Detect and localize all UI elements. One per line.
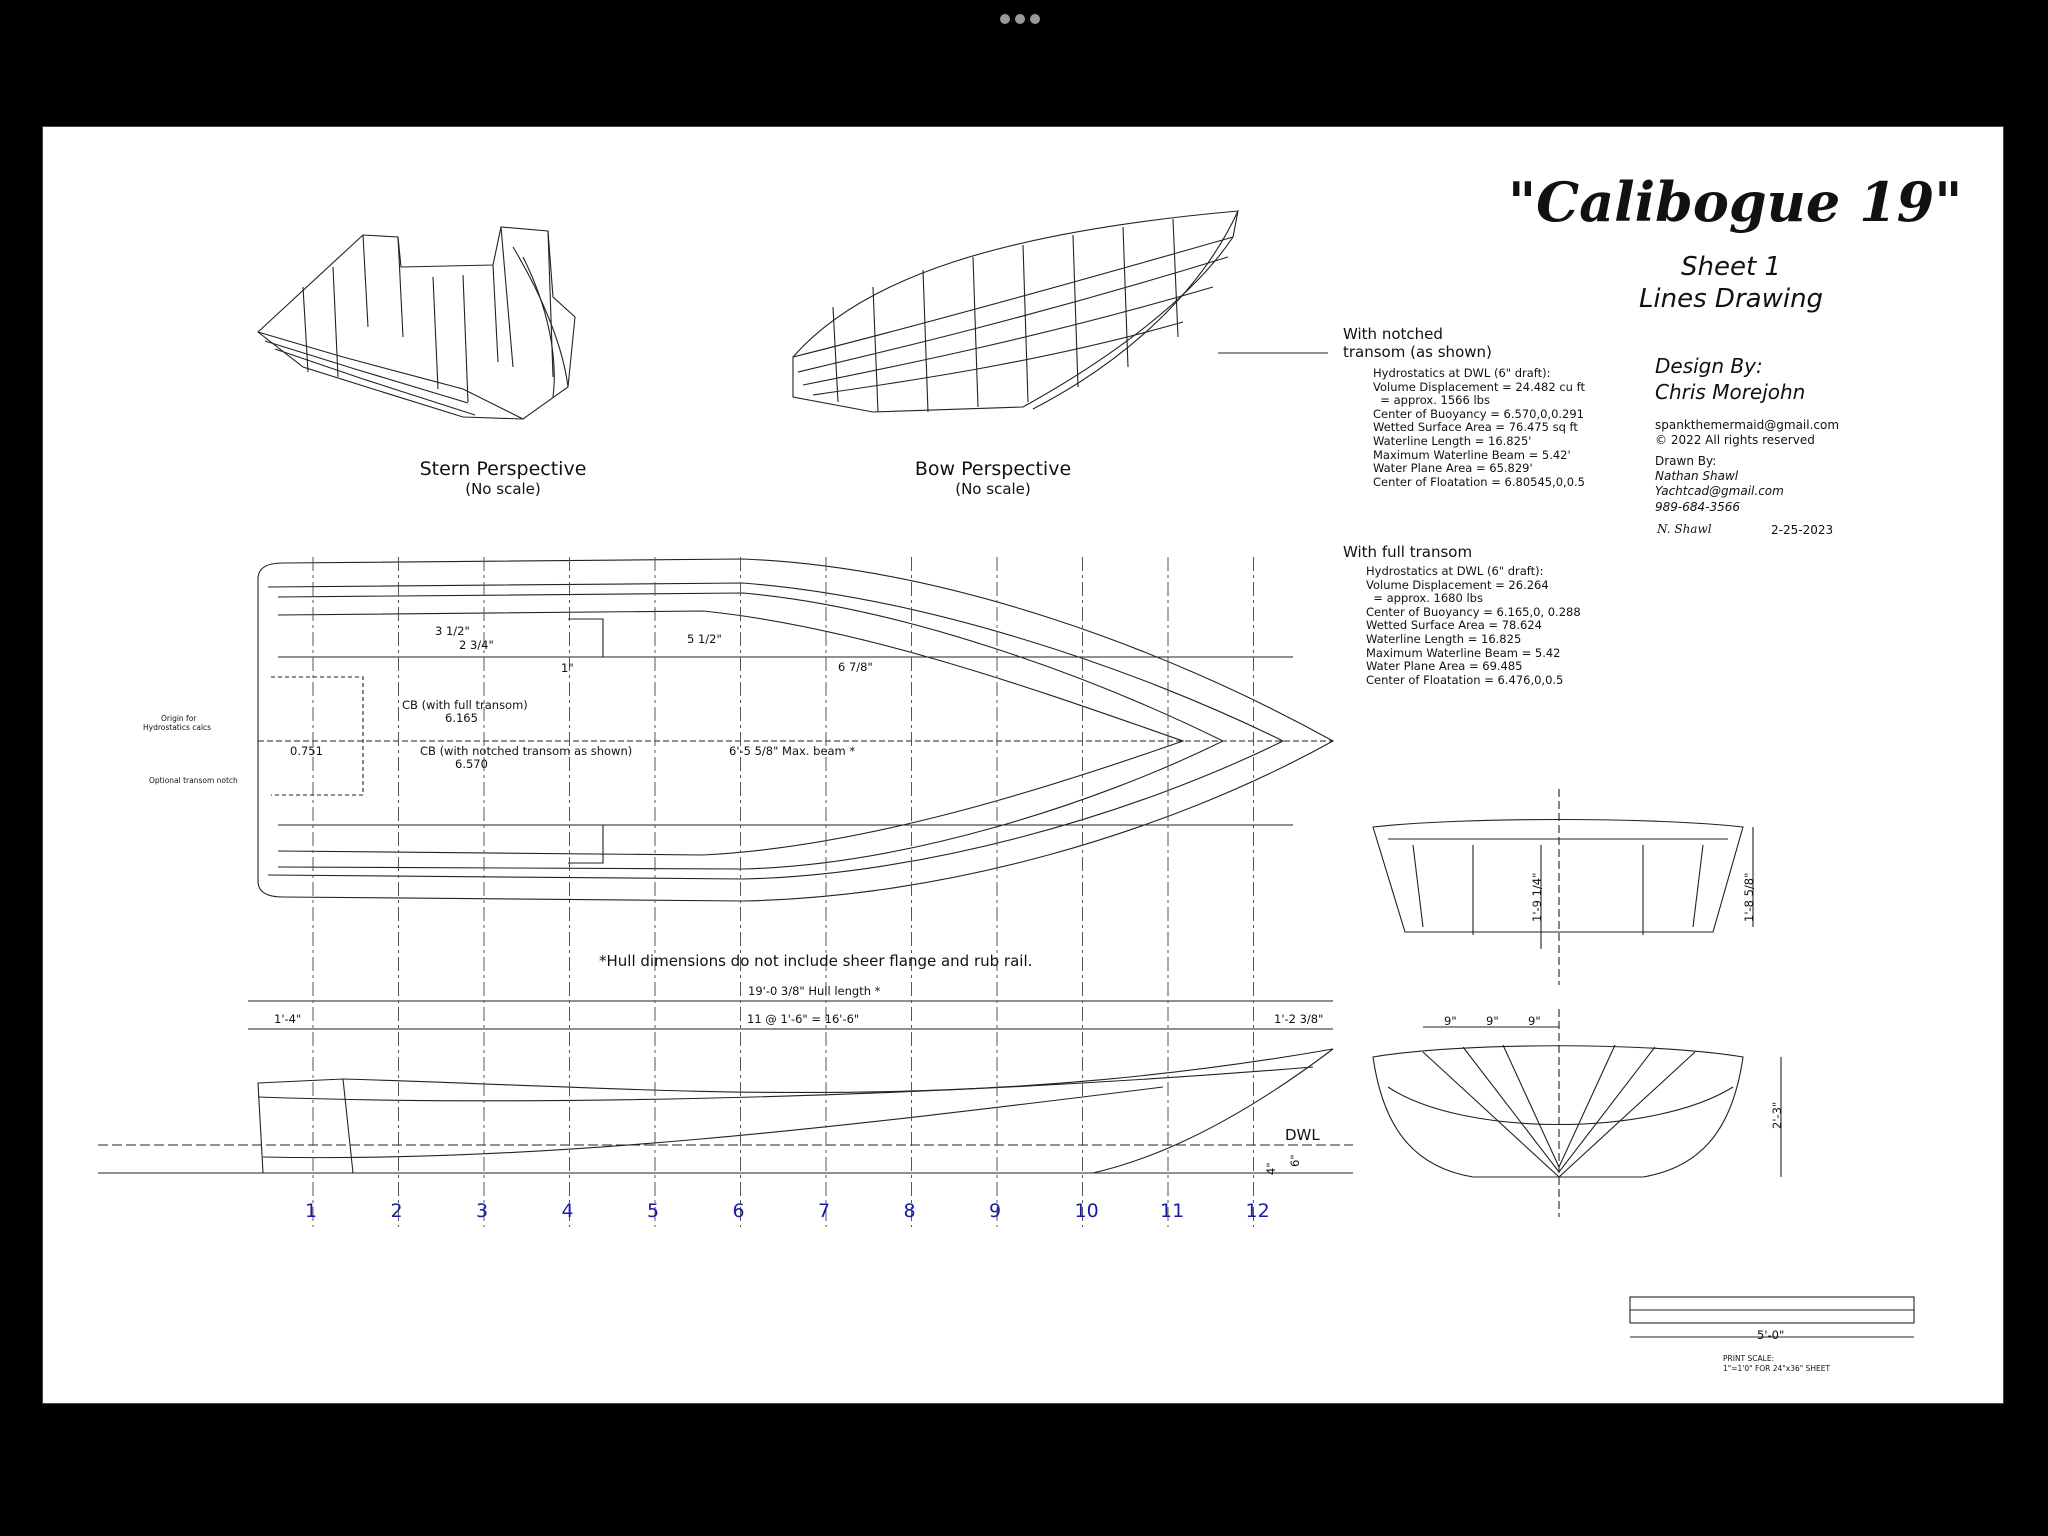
station-number-9: 9 [989, 1200, 1002, 1222]
offset-dim: 0.751 [290, 744, 323, 758]
scale-bar-length: 5'-0" [1757, 1328, 1785, 1342]
station-number-12: 12 [1245, 1200, 1270, 1222]
hydro-line: = approx. 1566 lbs [1373, 393, 1490, 408]
hull-length-dim: 19'-0 3/8" Hull length * [748, 984, 881, 998]
signature: N. Shawl [1657, 522, 1712, 536]
stern-perspective-drawing [258, 227, 575, 419]
section-dim-9-a: 9" [1444, 1014, 1457, 1028]
hydro-line: Water Plane Area = 65.829' [1373, 461, 1533, 476]
cb-notched-label: CB (with notched transom as shown) [420, 744, 633, 758]
station-number-11: 11 [1160, 1200, 1185, 1222]
section-inner-height-dim: 1'-9 1/4" [1530, 872, 1544, 922]
print-scale-note-2: 1"=1'0" FOR 24"x36" SHEET [1723, 1364, 1831, 1373]
station-number-3: 3 [476, 1200, 489, 1222]
drawing-sheet [42, 126, 2004, 1404]
hydro-line: Maximum Waterline Beam = 5.42 [1366, 645, 1561, 660]
drafter-email: Yachtcad@gmail.com [1655, 484, 1784, 498]
cb-full-label: CB (with full transom) [402, 698, 528, 712]
hull-note: *Hull dimensions do not include sheer flange and rub rail. [599, 952, 1033, 970]
bow-perspective-drawing [793, 211, 1238, 412]
dot [1030, 14, 1040, 24]
drafter-name: Nathan Shawl [1655, 469, 1739, 483]
dot [1000, 14, 1010, 24]
hydro-line: Maximum Waterline Beam = 5.42' [1373, 447, 1571, 462]
sheet-number: Sheet 1 [1681, 252, 1781, 282]
designer-name: Chris Morejohn [1655, 380, 1806, 404]
station-number-4: 4 [561, 1200, 574, 1222]
transom-notch-note: Optional transom notch [149, 776, 238, 785]
hydro-line: Wetted Surface Area = 76.475 sq ft [1373, 420, 1578, 435]
stern-perspective-caption [373, 459, 633, 498]
origin-note-2: Hydrostatics calcs [143, 723, 212, 732]
max-beam-dim: 6'-5 5/8" Max. beam * [729, 744, 856, 758]
dim-5-half: 5 1/2" [687, 632, 722, 646]
profile-view-drawing [98, 1001, 1353, 1173]
hydro-line: Water Plane Area = 69.485 [1366, 659, 1523, 674]
hydro-line: Hydrostatics at DWL (6" draft): [1373, 366, 1551, 380]
station-number-2: 2 [390, 1200, 403, 1222]
bow-overhang-dim: 1'-2 3/8" [1274, 1012, 1324, 1026]
copyright: © 2022 All rights reserved [1655, 433, 1815, 447]
plan-view-drawing [258, 559, 1333, 901]
section-outer-height-dim: 1'-8 5/8" [1742, 872, 1756, 922]
section-view-upper [1373, 789, 1753, 985]
top-bar [0, 0, 2048, 84]
drawn-by-label: Drawn By: [1655, 454, 1717, 468]
stern-perspective-label: Stern Perspective [419, 458, 587, 480]
section-dim-9-b: 9" [1486, 1014, 1499, 1028]
section-depth-dim: 2'-3" [1770, 1101, 1784, 1129]
station-spacing-dim: 11 @ 1'-6" = 16'-6" [747, 1012, 860, 1026]
dot [1015, 14, 1025, 24]
lines-drawing [43, 127, 2005, 1405]
station-number-10: 10 [1074, 1200, 1099, 1222]
hydro-line: = approx. 1680 lbs [1366, 591, 1483, 606]
section-view-lower [1373, 1009, 1781, 1217]
station-number-7: 7 [818, 1200, 831, 1222]
hydro-line: Volume Displacement = 26.264 [1366, 577, 1549, 592]
section-dim-9-c: 9" [1528, 1014, 1541, 1028]
station-number-6: 6 [732, 1200, 745, 1222]
dim-3-half: 3 1/2" [435, 624, 470, 638]
hydrostatics-full [1366, 565, 1581, 687]
notched-heading-line-2: transom (as shown) [1343, 343, 1492, 361]
hydro-line: Hydrostatics at DWL (6" draft): [1366, 564, 1544, 578]
full-transom-heading: With full transom [1343, 543, 1473, 561]
origin-note-1: Origin for [161, 714, 197, 723]
stern-overhang-dim: 1'-4" [274, 1012, 302, 1026]
sheet-subtitle: Lines Drawing [1638, 284, 1824, 314]
print-scale-note-1: PRINT SCALE: [1723, 1354, 1775, 1363]
hydro-line: Waterline Length = 16.825' [1373, 433, 1532, 448]
dim-2-3-4: 2 3/4" [459, 638, 494, 652]
station-number-8: 8 [903, 1200, 916, 1222]
designer-email: spankthemermaid@gmail.com [1655, 418, 1840, 432]
hydro-line: Center of Floatation = 6.476,0,0.5 [1366, 672, 1564, 687]
drawing-date: 2-25-2023 [1771, 523, 1834, 537]
hydro-line: Center of Buoyancy = 6.165,0, 0.288 [1366, 604, 1581, 619]
cb-full-value: 6.165 [445, 711, 478, 725]
hydro-line: Center of Buoyancy = 6.570,0,0.291 [1373, 406, 1585, 421]
draft-6-dim: 6" [1288, 1154, 1302, 1167]
hydrostatics-notched [1373, 367, 1585, 489]
station-number-1: 1 [305, 1200, 318, 1222]
bow-perspective-note: (No scale) [955, 479, 1031, 498]
drawing-title: "Calibogue 19" [1508, 170, 1963, 234]
hydro-line: Volume Displacement = 24.482 cu ft [1373, 379, 1585, 394]
more-options-icon[interactable] [1000, 14, 1040, 24]
design-by-label: Design By: [1655, 354, 1763, 378]
draft-4-dim: 4" [1264, 1162, 1278, 1175]
phone-number: 989-684-3566 [1655, 500, 1741, 514]
dim-6-7-8: 6 7/8" [838, 660, 873, 674]
dwl-label: DWL [1285, 1126, 1320, 1144]
dim-1-inch: 1" [561, 661, 574, 675]
stern-perspective-note: (No scale) [465, 479, 541, 498]
cb-notched-value: 6.570 [455, 757, 488, 771]
hydro-line: Wetted Surface Area = 78.624 [1366, 618, 1542, 633]
hydro-line: Center of Floatation = 6.80545,0,0.5 [1373, 474, 1585, 489]
bow-perspective-label: Bow Perspective [914, 458, 1072, 480]
hydro-line: Waterline Length = 16.825 [1366, 631, 1522, 646]
notched-heading-line-1: With notched [1343, 325, 1443, 343]
station-number-5: 5 [647, 1200, 660, 1222]
bow-perspective-caption [863, 459, 1123, 498]
